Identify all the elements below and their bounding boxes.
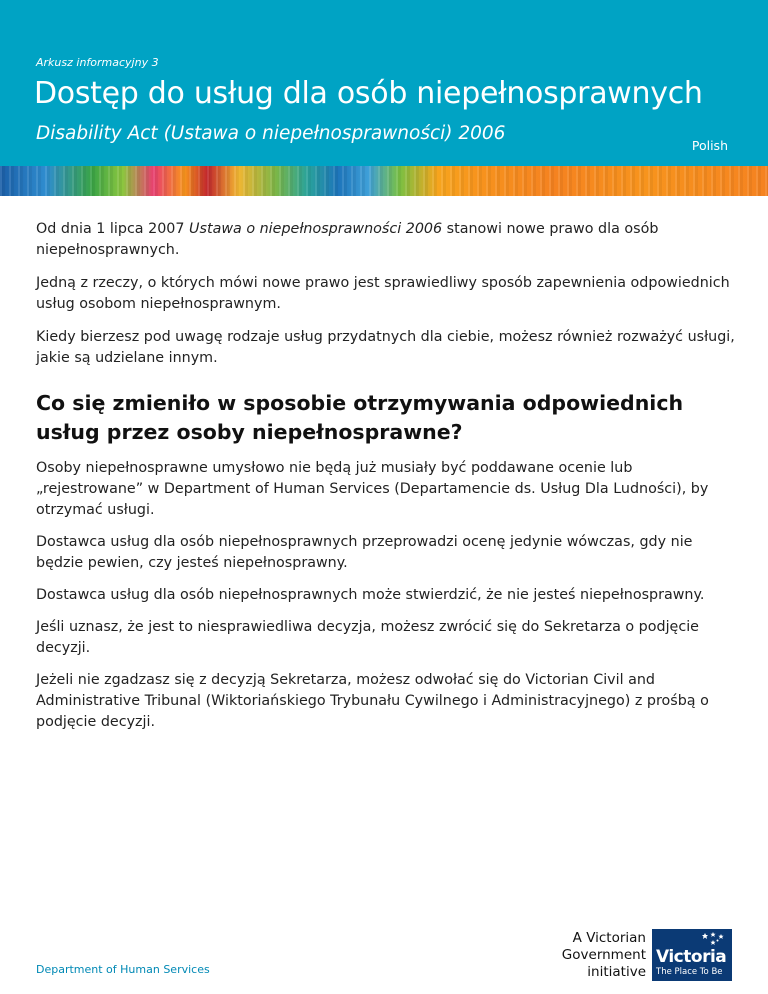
header-banner	[0, 0, 768, 166]
act-name-italic: Ustawa o niepełnosprawności 2006	[189, 221, 443, 237]
gov-line-3: initiative	[587, 964, 646, 980]
government-initiative-text	[520, 930, 646, 981]
color-stripe	[0, 166, 768, 196]
section-paragraph-4: Jeśli uznasz, że jest to niesprawiedliwa decyzja, możesz zwrócić się do Sekretarza o podjęcie decyzji.	[36, 619, 699, 656]
gov-line-1: A Victorian	[572, 930, 646, 946]
victoria-logo	[652, 929, 732, 981]
department-footer: Department of Human Services	[36, 963, 210, 976]
section-paragraph-1: Osoby niepełnosprawne umysłowo nie będą już musiały być poddawane ocenie lub „rejestrowane” w Department of Human Services (Departamencie ds. Usług Dla Ludności), by otrzymać usługi.	[36, 460, 709, 518]
gov-line-2: Government	[561, 947, 646, 963]
section-paragraph-2: Dostawca usług dla osób niepełnosprawnych przeprowadzi ocenę jedynie wówczas, gdy nie będzie pewien, czy jesteś niepełnosprawny.	[36, 534, 693, 571]
intro-paragraph-1	[36, 219, 736, 261]
intro-text-end: stanowi nowe prawo dla osób niepełnosprawnych.	[36, 221, 659, 258]
intro-paragraph-3: Kiedy bierzesz pod uwagę rodzaje usług przydatnych dla ciebie, możesz również rozważyć usługi, jakie są udzielane innym.	[36, 329, 735, 366]
page-title: Dostęp do usług dla osób niepełnosprawnych	[34, 76, 703, 111]
language-label: Polish	[691, 138, 728, 153]
sheet-label: Arkusz informacyjny 3	[36, 56, 159, 69]
victoria-logo-name: Victoria	[656, 947, 727, 967]
intro-text-start: Od dnia 1 lipca 2007	[36, 221, 190, 237]
document-body	[36, 219, 736, 744]
section-heading: Co się zmieniło w sposobie otrzymywania odpowiednich usług przez osoby niepełnosprawne?	[36, 391, 684, 444]
intro-paragraph-2: Jedną z rzeczy, o których mówi nowe prawo jest sprawiedliwy sposób zapewnienia odpowiednich usług osobom niepełnosprawnym.	[36, 275, 730, 312]
section-paragraph-3: Dostawca usług dla osób niepełnosprawnych może stwierdzić, że nie jesteś niepełnosprawny.	[36, 587, 705, 603]
section-paragraph-5: Jeżeli nie zgadzasz się z decyzją Sekretarza, możesz odwołać się do Victorian Civil and Administrative Tribunal (Wiktoriańskiego Trybunału Cywilnego i Administracyjnego) z prośbą o podjęcie decyzji.	[36, 672, 709, 730]
victoria-logo-tagline: The Place To Be	[656, 967, 723, 977]
act-title: Disability Act (Ustawa o niepełnosprawności) 2006	[36, 123, 506, 144]
